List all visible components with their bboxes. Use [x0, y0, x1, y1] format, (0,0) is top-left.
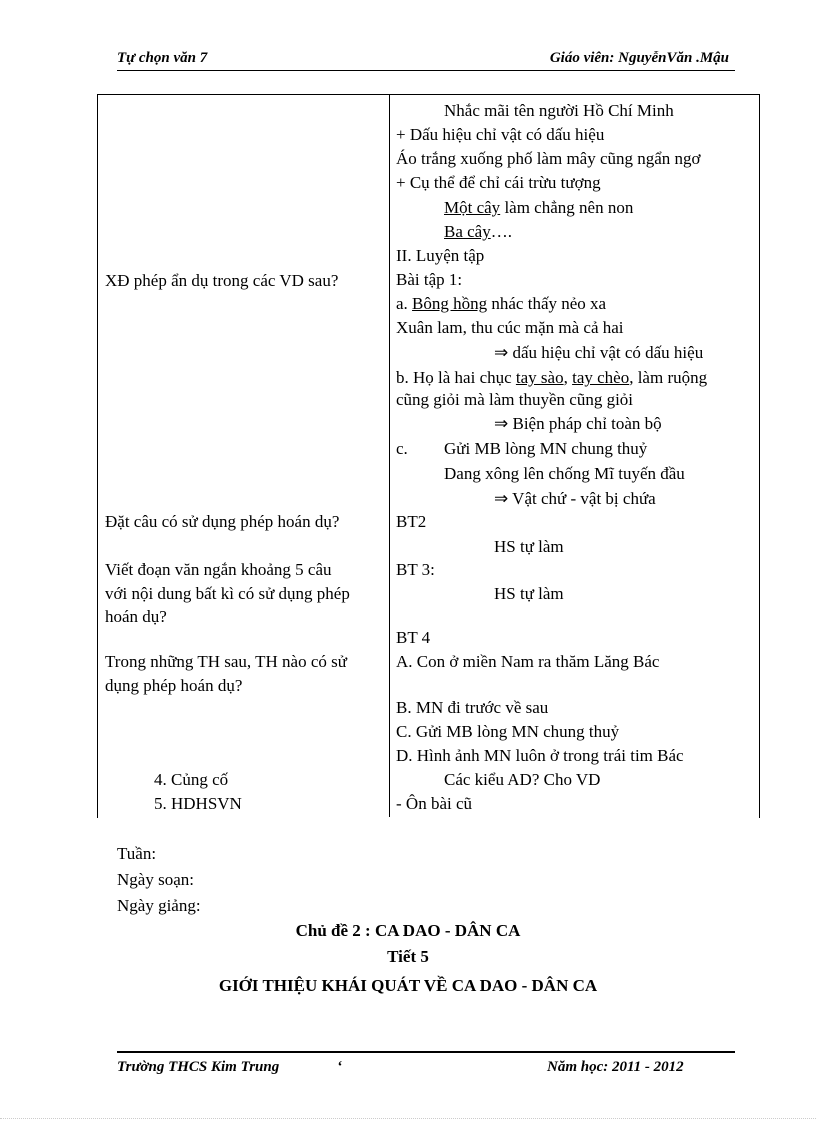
header-subject: Tự chọn văn 7: [117, 50, 208, 66]
answer-conclusion: ⇒ dấu hiệu chỉ vật có dấu hiệu: [494, 343, 704, 362]
footer-rule: [117, 1051, 735, 1053]
underlined-phrase: Bông hồng: [412, 294, 488, 313]
answer-text: a.: [396, 294, 413, 313]
answer-line: + Cụ thể để chỉ cái trừu tượng: [396, 173, 601, 192]
week-label: Tuần:: [117, 844, 157, 863]
question-paragraph-line1: Viết đoạn văn ngắn khoảng 5 câu: [105, 560, 332, 579]
page-header: [117, 50, 735, 71]
answer-line: Nhắc mãi tên người Hồ Chí Minh: [444, 101, 674, 120]
topic-title: Chủ đề 2 : CA DAO - DÂN CA: [295, 921, 521, 940]
answer-line: [396, 294, 606, 314]
underlined-phrase: Ba cây: [444, 222, 491, 241]
answer-line: + Dấu hiệu chỉ vật có dấu hiệu: [396, 125, 605, 144]
answer-line: Dang xông lên chống Mĩ tuyến đầu: [444, 464, 685, 483]
answer-line: HS tự làm: [494, 537, 564, 556]
answer-line: [396, 368, 707, 388]
underlined-phrase: Một cây: [444, 198, 501, 217]
answer-option: D. Hình ảnh MN luôn ở trong trái tim Bác: [396, 746, 684, 765]
question-cases-line2: dụng phép hoán dụ?: [105, 676, 243, 695]
question-paragraph-line3: hoán dụ?: [105, 607, 167, 626]
answer-line: - Ôn bài cũ: [396, 794, 473, 813]
answer-line: [444, 222, 512, 242]
header-teacher: Giáo viên: NguyễnVăn .Mậu: [549, 50, 729, 66]
answer-line: Các kiểu AD? Cho VD: [444, 770, 601, 789]
answer-text: nhác thấy nẻo xa: [487, 294, 607, 313]
prep-date-label: Ngày soạn:: [117, 870, 194, 889]
lesson-title: GIỚI THIỆU KHÁI QUÁT VỀ CA DAO - DÂN CA: [218, 976, 598, 995]
answer-option: C. Gửi MB lòng MN chung thuỷ: [396, 722, 620, 741]
answer-text: làm chẳng nên non: [500, 198, 634, 217]
answer-text: b. Họ là hai chục: [396, 368, 516, 387]
answer-text: ,: [563, 368, 573, 387]
exercise-2-label: BT2: [396, 512, 427, 531]
answer-line: Gửi MB lòng MN chung thuỷ: [444, 439, 648, 458]
underlined-phrase: tay chèo: [572, 368, 630, 387]
answer-line: Áo trắng xuống phố làm mây cũng ngẩn ngơ: [396, 149, 701, 168]
step-consolidate: 4. Củng cố: [154, 770, 229, 789]
lesson-number: Tiết 5: [387, 947, 429, 966]
answer-line: HS tự làm: [494, 584, 564, 603]
exercise-4-label: BT 4: [396, 628, 431, 647]
answer-item-c-label: c.: [396, 439, 408, 458]
answer-line: cũng giỏi mà làm thuyền cũng giỏi: [396, 390, 634, 409]
answer-conclusion: ⇒ Biện pháp chỉ toàn bộ: [494, 414, 662, 433]
answer-line: [444, 198, 633, 218]
question-metaphor: XĐ phép ẩn dụ trong các VD sau?: [105, 271, 339, 290]
question-sentence: Đặt câu có sử dụng phép hoán dụ?: [105, 512, 340, 531]
table-column-divider: [389, 94, 390, 817]
answer-line: Xuân lam, thu cúc mặn mà cả hai: [396, 318, 624, 337]
step-homework: 5. HDHSVN: [154, 794, 242, 813]
page-edge: [0, 1118, 816, 1119]
footer-school-year: Năm học: 2011 - 2012: [547, 1059, 684, 1075]
answer-conclusion: ⇒ Vật chứ - vật bị chứa: [494, 489, 656, 508]
footer-school: Trường THCS Kim Trung: [117, 1059, 280, 1075]
answer-option: A. Con ở miền Nam ra thăm Lăng Bác: [396, 652, 660, 671]
answer-text: ….: [490, 222, 512, 241]
answer-text: , làm ruộng: [629, 368, 708, 387]
exercise-1-label: Bài tập 1:: [396, 270, 463, 289]
footer-mark: ‘: [337, 1059, 342, 1075]
answer-option: B. MN đi trước về sau: [396, 698, 549, 717]
teach-date-label: Ngày giảng:: [117, 896, 201, 915]
exercise-3-label: BT 3:: [396, 560, 435, 579]
question-paragraph-line2: với nội dung bất kì có sử dụng phép: [105, 584, 350, 603]
underlined-phrase: tay sào: [515, 368, 564, 387]
section-practice: II. Luyện tập: [396, 246, 485, 265]
question-cases-line1: Trong những TH sau, TH nào có sử: [105, 652, 347, 671]
